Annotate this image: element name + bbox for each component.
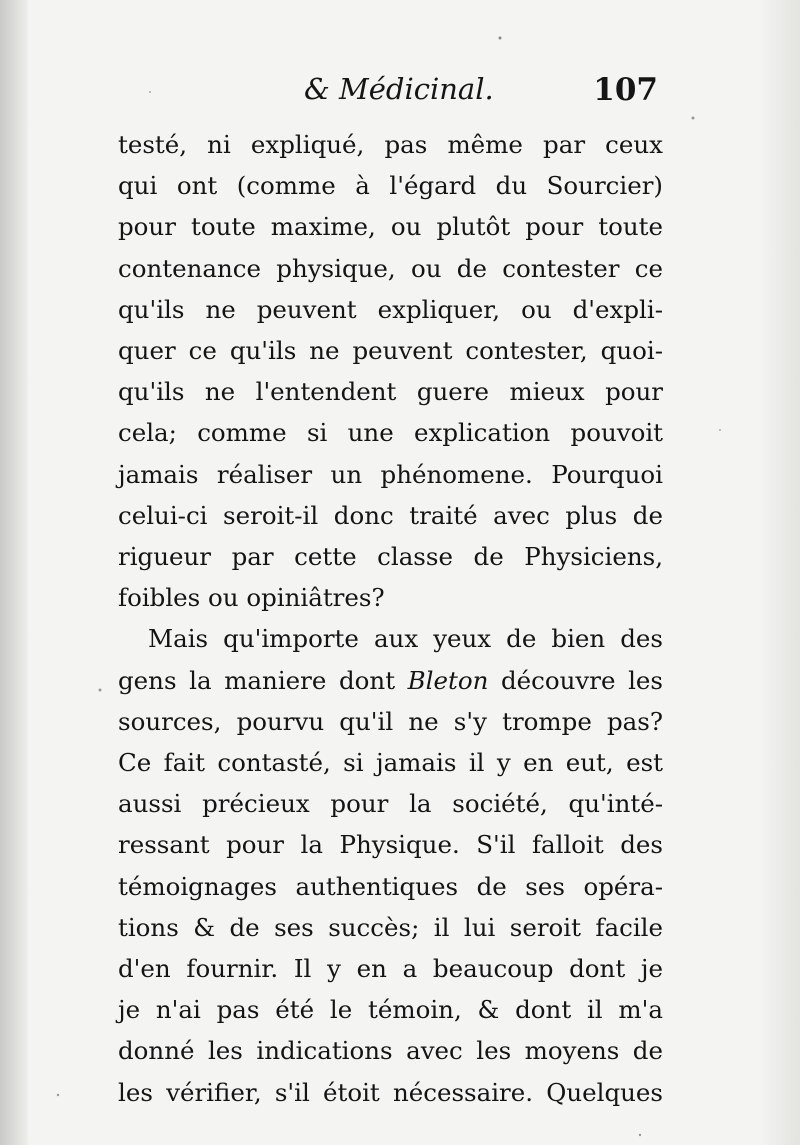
text-line: qu'ils ne l'entendent guere mieux pour: [118, 377, 663, 407]
running-title: & Médicinal.: [304, 72, 494, 106]
text-line: foibles ou opiniâtres?: [118, 583, 385, 613]
text-line: les vérifier, s'il étoit nécessaire. Quelques: [118, 1077, 663, 1107]
text-line: rigueur par cette classe de Physiciens,: [118, 542, 663, 572]
text-line: je n'ai pas été le témoin, & dont il m'a: [118, 995, 663, 1025]
page-number: 107: [593, 72, 658, 108]
italic-name: Bleton: [407, 665, 489, 695]
text-line: cela; comme si une explication pouvoit: [118, 418, 663, 448]
text-line: tions & de ses succès; il lui seroit facile: [118, 912, 663, 942]
text-line: testé, ni expliqué, pas même par ceux: [118, 130, 663, 159]
text-line: d'en fournir. Il y en a beaucoup dont je: [118, 954, 663, 984]
text-line: ressant pour la Physique. S'il falloit des: [118, 830, 663, 860]
text-line: qu'ils ne peuvent expliquer, ou d'expli-: [118, 294, 663, 324]
text-line: qui ont (comme à l'égard du Sourcier): [118, 171, 663, 201]
text-line: sources, pourvu qu'il ne s'y trompe pas?: [118, 706, 663, 736]
text-line: aussi précieux pour la société, qu'inté-: [118, 789, 663, 819]
text-line: jamais réaliser un phénomene. Pourquoi: [118, 459, 663, 489]
text-line: quer ce qu'ils ne peuvent contester, quoi-: [118, 336, 663, 366]
text-line: Ce fait contasté, si jamais il y en eut, est: [118, 748, 663, 778]
text-line: celui-ci seroit-il donc traité avec plus de: [118, 500, 663, 530]
text-line: pour toute maxime, ou plutôt pour toute: [118, 212, 663, 242]
text-line: contenance physique, ou de contester ce: [118, 253, 663, 283]
text-line: Mais qu'importe aux yeux de bien des: [148, 624, 663, 654]
text-line: donné les indications avec les moyens de: [118, 1036, 663, 1066]
line-text: découvre les: [488, 665, 663, 695]
text-line: témoignages authentiques de ses opéra-: [118, 871, 663, 901]
line-text: gens la maniere dont: [118, 665, 408, 695]
